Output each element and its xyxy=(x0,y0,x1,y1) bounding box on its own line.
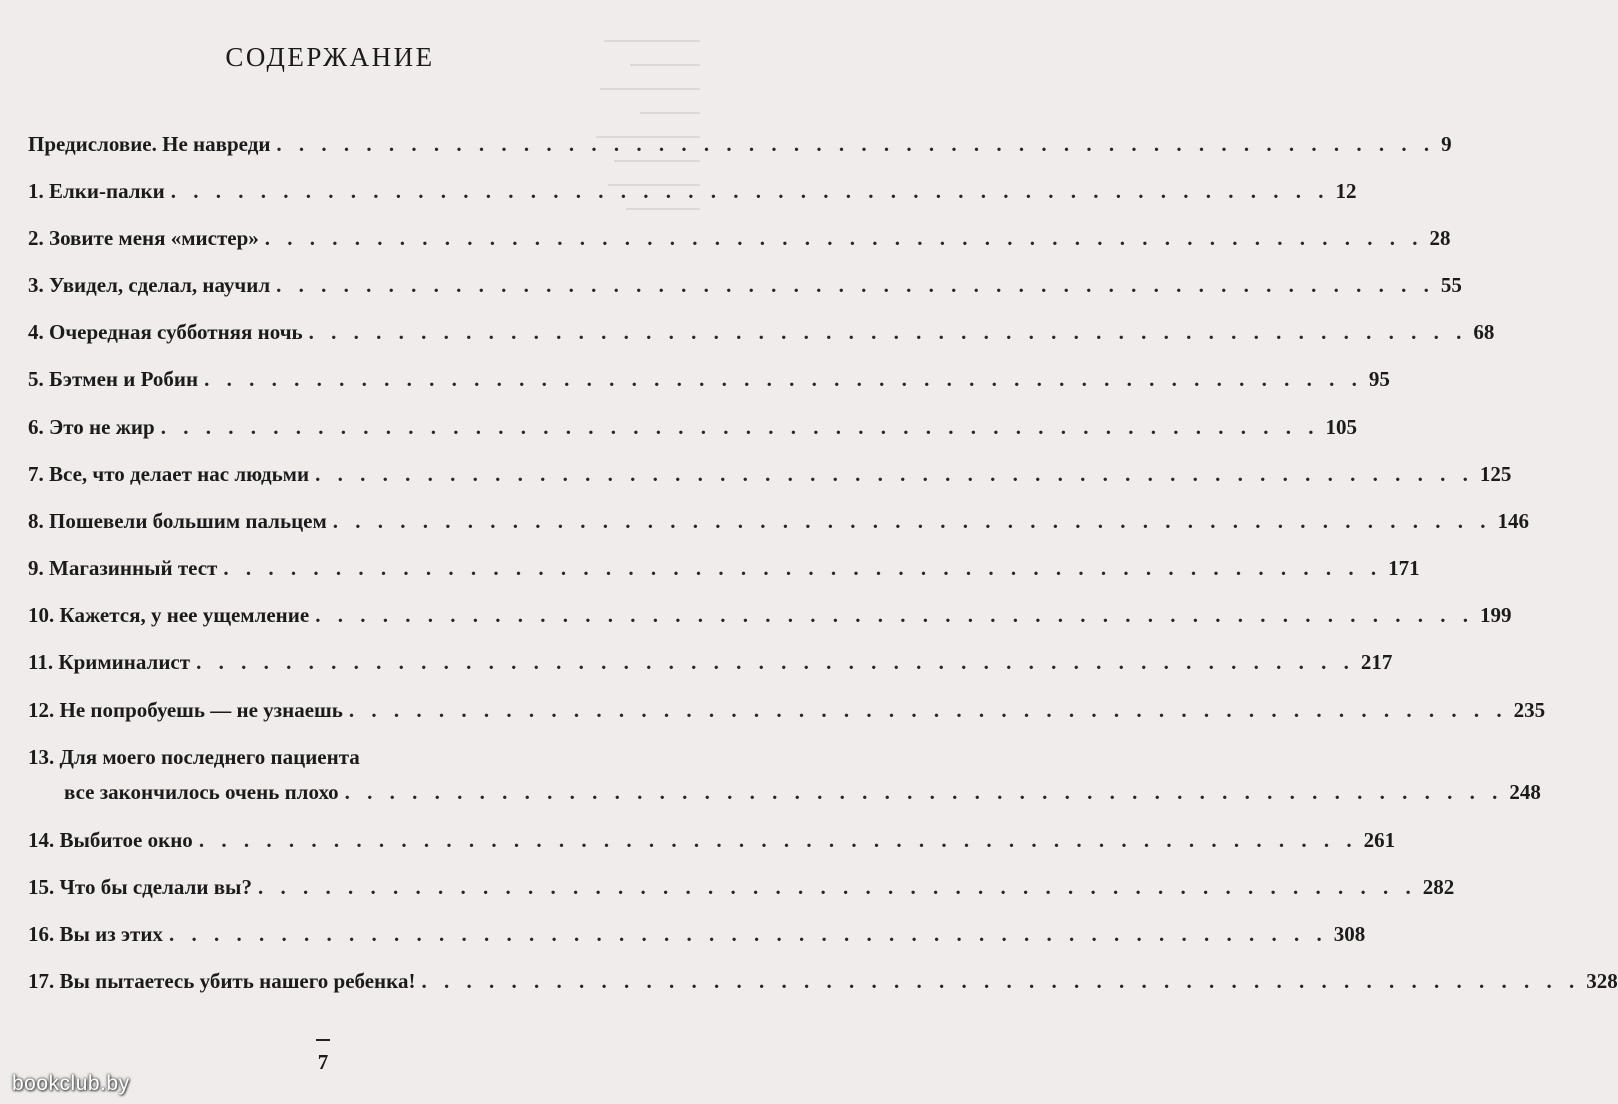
toc-entry-page: 95 xyxy=(1368,367,1390,392)
toc-entry-title-continued: все закончилось очень плохо xyxy=(64,780,339,805)
toc-entry-title: 5. Бэтмен и Робин xyxy=(28,367,199,392)
toc-entry-title: 1. Елки-палки xyxy=(28,178,165,203)
toc-entry xyxy=(28,461,1512,486)
toc-entry xyxy=(28,827,1396,852)
dot-leader: . . . . . . . . . . . . . . . . . . . . . . . . . . . . . . . . . . . . . . . . . . . . . . . . . . . . xyxy=(315,461,1474,486)
dot-leader: . . . . . . . . . . . . . . . . . . . . . . . . . . . . . . . . . . . . . . . . . . . . . . . . . . . . xyxy=(257,874,1417,899)
toc-entry xyxy=(28,178,1357,203)
dot-leader: . . . . . . . . . . . . . . . . . . . . . . . . . . . . . . . . . . . . . . . . . . . . . . . . . . . . xyxy=(348,697,1508,722)
dot-leader: . . . . . . . . . . . . . . . . . . . . . . . . . . . . . . . . . . . . . . . . . . . . . . . . . . . . xyxy=(332,508,1492,533)
toc-entry-page: 146 xyxy=(1497,508,1530,533)
toc-entry-title: 11. Криминалист xyxy=(28,650,191,675)
toc-entry-title: Предисловие. Не навреди xyxy=(28,132,271,156)
toc-entry xyxy=(28,225,1451,250)
page-title: СОДЕРЖАНИЕ xyxy=(225,42,435,73)
toc-entry xyxy=(28,874,1455,899)
dot-leader: . . . . . . . . . . . . . . . . . . . . . . . . . . . . . . . . . . . . . . . . . . . . . . . . . . . . xyxy=(160,414,1320,439)
toc-entry-page: 28 xyxy=(1429,225,1451,250)
dot-leader: . . . . . . . . . . . . . . . . . . . . . . . . . . . . . . . . . . . . . . . . . . . . . . . . . . . . xyxy=(421,969,1581,994)
toc-entry-page: 217 xyxy=(1360,650,1393,675)
toc-entry-page: 55 xyxy=(1440,272,1462,297)
toc-entry xyxy=(28,367,1390,392)
toc-entry-page: 125 xyxy=(1479,461,1512,486)
toc-entry-title: 8. Пошевели большим пальцем xyxy=(28,508,327,533)
dot-leader: . . . . . . . . . . . . . . . . . . . . . . . . . . . . . . . . . . . . . . . . . . . . . . . . . . . . xyxy=(276,272,1435,297)
dot-leader: . . . . . . . . . . . . . . . . . . . . . . . . . . . . . . . . . . . . . . . . . . . . . . . . . . . . xyxy=(170,178,1330,203)
page-number-rule xyxy=(316,1039,330,1041)
watermark: bookclub.by xyxy=(12,1072,130,1095)
toc-entry xyxy=(28,922,1366,946)
toc-entry xyxy=(28,744,1541,805)
toc-entry-page: 282 xyxy=(1422,874,1455,899)
dot-leader: . . . . . . . . . . . . . . . . . . . . . . . . . . . . . . . . . . . . . . . . . . . . . . . . . . . . xyxy=(276,132,1436,156)
dot-leader: . . . . . . . . . . . . . . . . . . . . . . . . . . . . . . . . . . . . . . . . . . . . . . . . . . . . xyxy=(223,556,1383,581)
toc-entry-title: 15. Что бы сделали вы? xyxy=(28,874,252,899)
toc-entry-page: 235 xyxy=(1513,697,1546,722)
toc-entry-title: 6. Это не жир xyxy=(28,414,155,439)
dot-leader: . . . . . . . . . . . . . . . . . . . . . . . . . . . . . . . . . . . . . . . . . . . . . . . . . . . . xyxy=(315,603,1474,628)
toc-entry-page: 9 xyxy=(1441,132,1452,156)
toc-entry xyxy=(28,320,1495,345)
toc-entry-title: 2. Зовите меня «мистер» xyxy=(28,225,259,250)
toc-entry xyxy=(28,272,1462,297)
table-of-contents xyxy=(28,132,1618,1016)
dot-leader: . . . . . . . . . . . . . . . . . . . . . . . . . . . . . . . . . . . . . . . . . . . . . . . . . . . . xyxy=(204,367,1363,392)
toc-entry-page: 199 xyxy=(1479,603,1512,628)
dot-leader: . . . . . . . . . . . . . . . . . . . . . . . . . . . . . . . . . . . . . . . . . . . . . . . . . . . . xyxy=(344,780,1504,805)
toc-entry xyxy=(28,132,1452,156)
toc-entry xyxy=(28,508,1530,533)
toc-entry-title: 10. Кажется, у нее ущемление xyxy=(28,603,310,628)
toc-entry-page: 171 xyxy=(1388,556,1420,581)
dot-leader: . . . . . . . . . . . . . . . . . . . . . . . . . . . . . . . . . . . . . . . . . . . . . . . . . . . . xyxy=(196,650,1355,675)
toc-entry-title: 7. Все, что делает нас людьми xyxy=(28,461,310,486)
toc-entry-page: 261 xyxy=(1363,827,1396,852)
toc-entry xyxy=(28,603,1512,628)
toc-entry-title: 9. Магазинный тест xyxy=(28,556,218,581)
dot-leader: . . . . . . . . . . . . . . . . . . . . . . . . . . . . . . . . . . . . . . . . . . . . . . . . . . . . xyxy=(264,225,1424,250)
toc-entry xyxy=(28,414,1357,439)
toc-entry-page: 248 xyxy=(1509,780,1541,805)
toc-entry-page: 68 xyxy=(1473,320,1495,345)
toc-entry-title: 14. Выбитое окно xyxy=(28,827,193,852)
toc-entry-title: 4. Очередная субботняя ночь xyxy=(28,320,303,345)
toc-entry-page: 105 xyxy=(1325,414,1357,439)
dot-leader: . . . . . . . . . . . . . . . . . . . . . . . . . . . . . . . . . . . . . . . . . . . . . . . . . . . . xyxy=(308,320,1468,345)
toc-entry-page: 328 xyxy=(1586,969,1618,994)
page-number: 7 xyxy=(317,1050,329,1074)
toc-entry-title: 12. Не попробуешь — не узнаешь xyxy=(28,697,343,722)
toc-entry xyxy=(28,697,1546,722)
toc-entry-page: 308 xyxy=(1333,922,1366,946)
toc-entry-second-line xyxy=(28,780,1541,805)
dot-leader: . . . . . . . . . . . . . . . . . . . . . . . . . . . . . . . . . . . . . . . . . . . . . . . . . . . . xyxy=(168,922,1328,946)
toc-entry-title: 17. Вы пытаетесь убить нашего ребенка! xyxy=(28,969,416,994)
toc-entry xyxy=(28,556,1420,581)
toc-entry-title: 3. Увидел, сделал, научил xyxy=(28,272,271,297)
toc-entry xyxy=(28,650,1393,675)
toc-entry xyxy=(28,969,1618,994)
dot-leader: . . . . . . . . . . . . . . . . . . . . . . . . . . . . . . . . . . . . . . . . . . . . . . . . . . . . xyxy=(198,827,1358,852)
toc-entry-title: 13. Для моего последнего пациента xyxy=(28,744,360,769)
toc-entry-title: 16. Вы из этих xyxy=(28,922,163,946)
toc-entry-page: 12 xyxy=(1335,178,1357,203)
